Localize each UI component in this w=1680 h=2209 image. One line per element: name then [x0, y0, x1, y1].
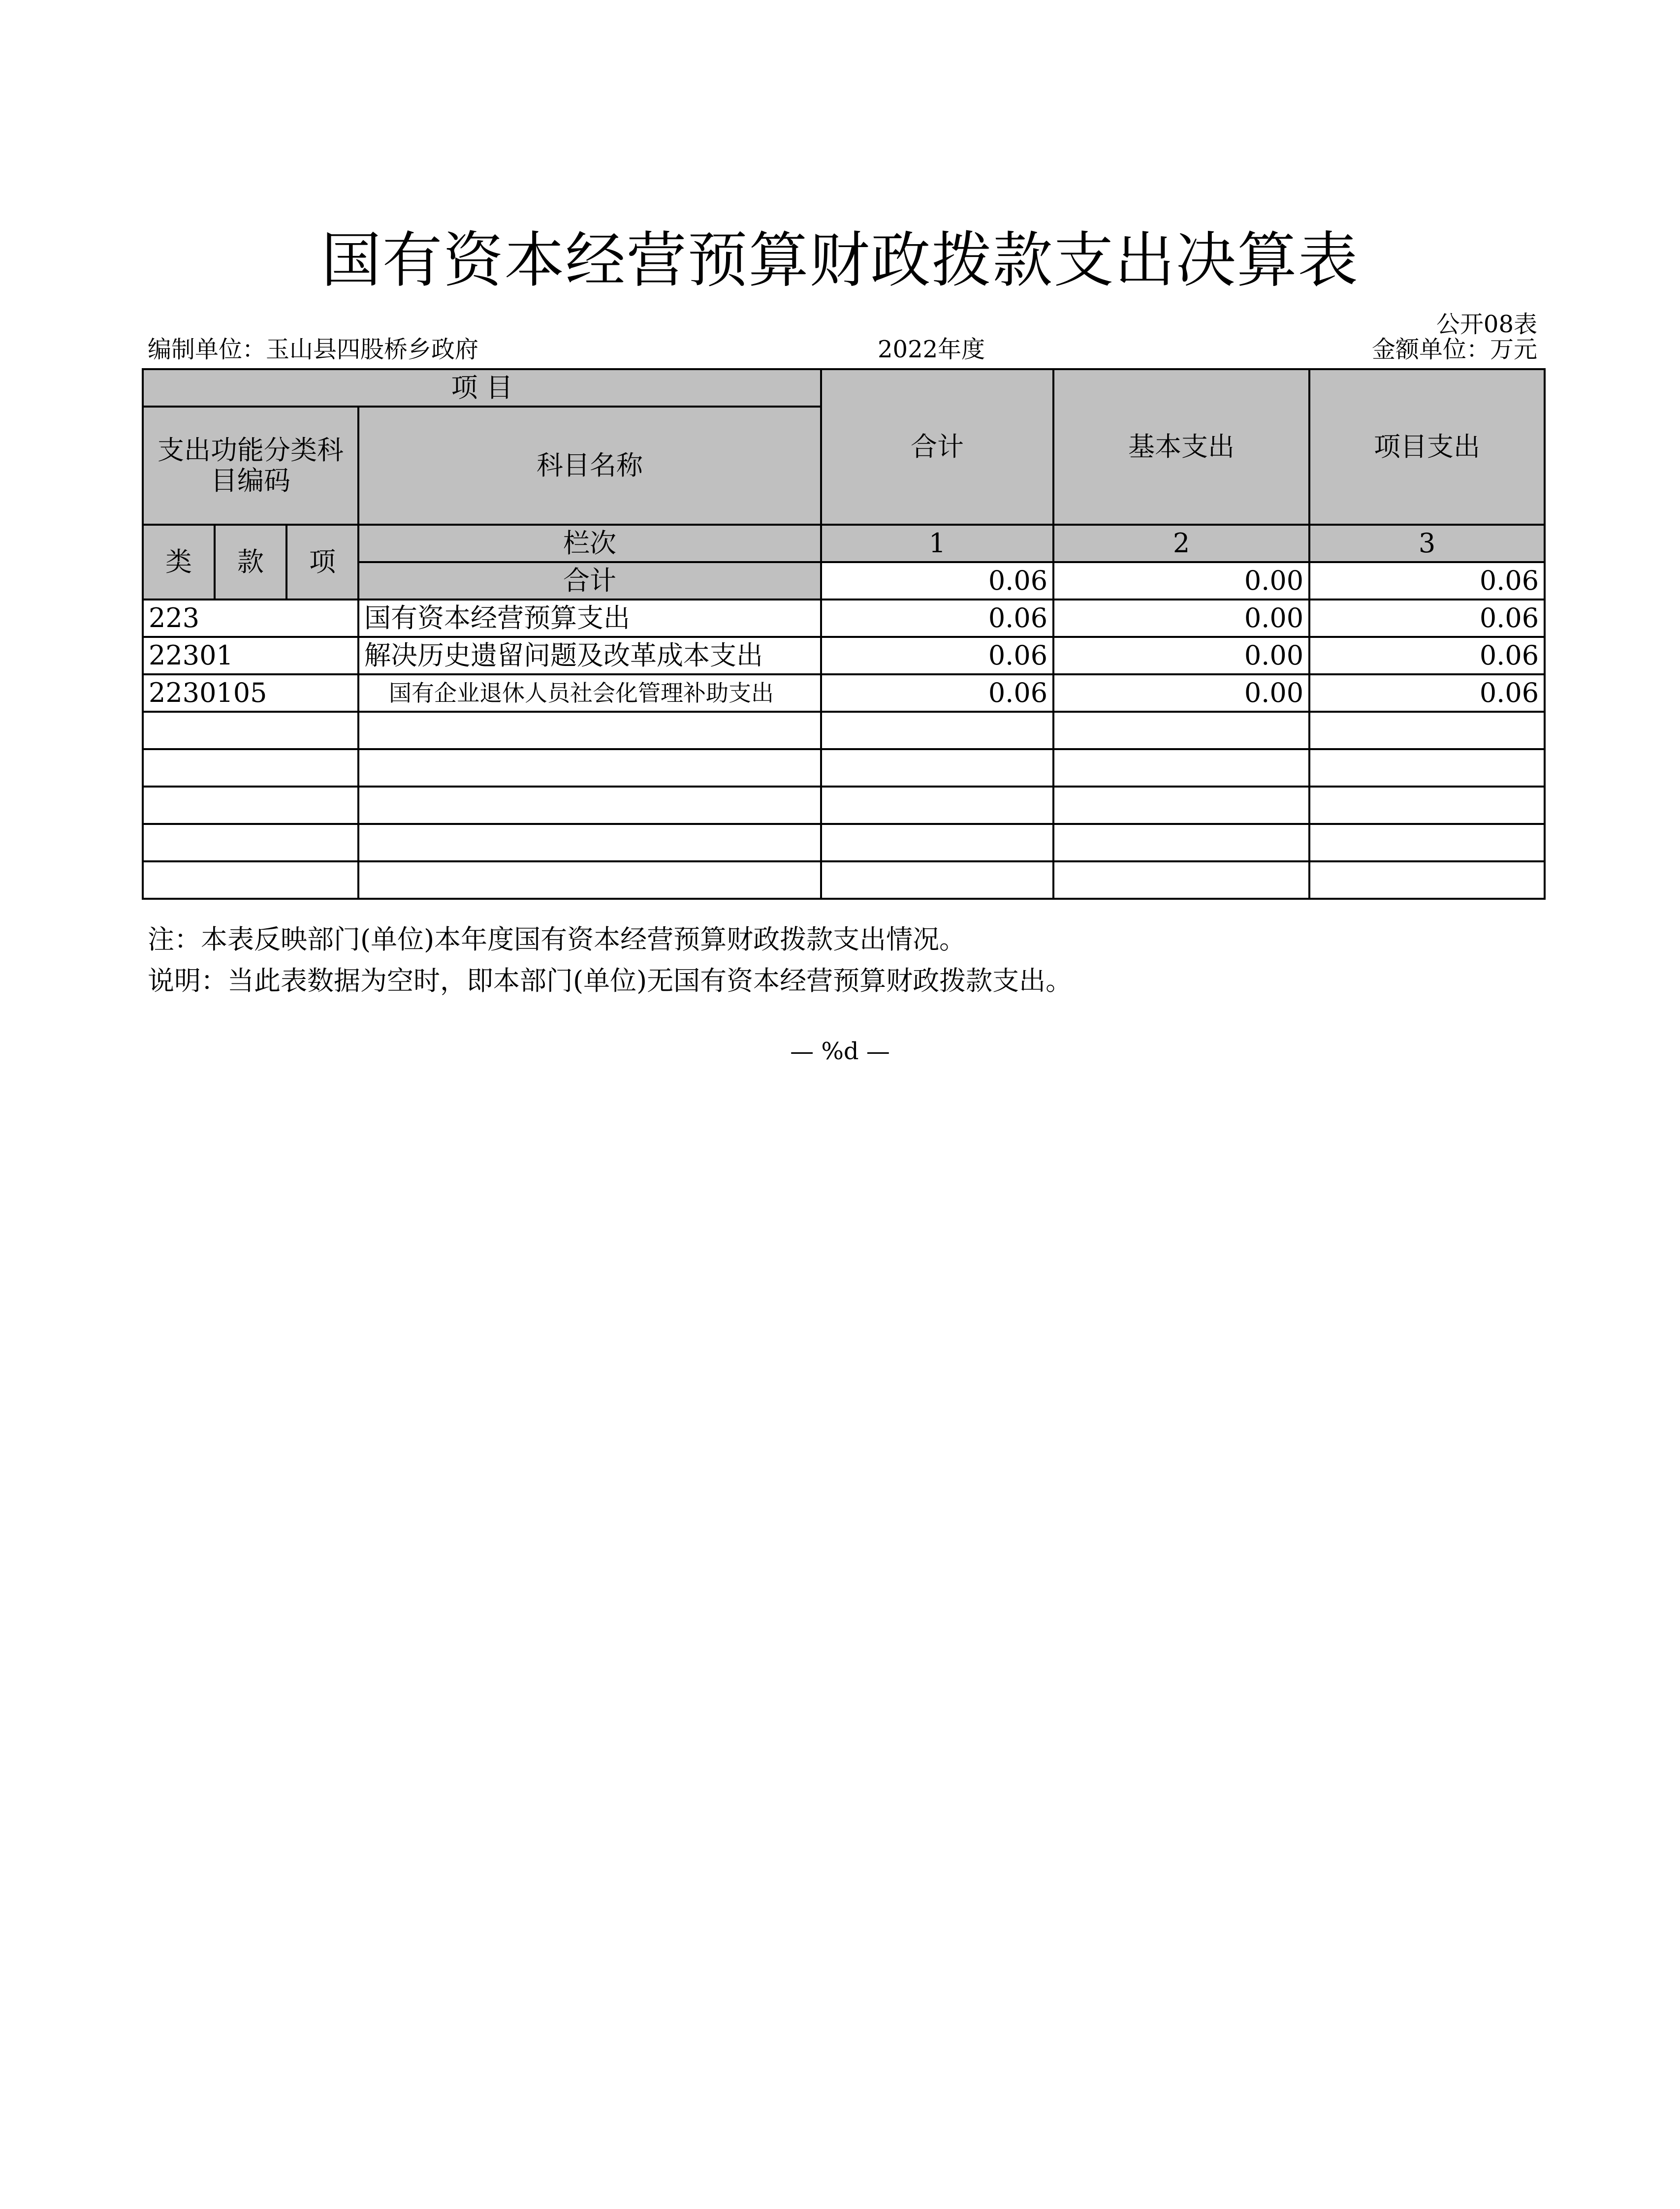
row-name: 解决历史遗留问题及改革成本支出: [358, 637, 821, 674]
row-basic: 0.00: [1053, 674, 1309, 712]
empty-cell: [1309, 824, 1545, 861]
empty-row: [143, 824, 1545, 861]
empty-cell: [358, 749, 821, 787]
compiling-unit: 编制单位：玉山县四股桥乡政府: [148, 336, 479, 363]
empty-cell: [143, 861, 358, 899]
row-total: 0.06: [821, 637, 1053, 674]
row-total: 0.06: [821, 600, 1053, 637]
expenditure-table: [142, 368, 1546, 900]
row-name: 国有资本经营预算支出: [358, 600, 821, 637]
empty-cell: [1309, 787, 1545, 824]
total-row-label: 合计: [358, 562, 821, 600]
empty-cell: [143, 712, 358, 749]
row-project: 0.06: [1309, 637, 1545, 674]
header-xiang: 项: [286, 525, 358, 600]
empty-row: [143, 712, 1545, 749]
col-number-3: 3: [1309, 525, 1545, 562]
empty-cell: [358, 824, 821, 861]
empty-cell: [821, 861, 1053, 899]
empty-cell: [821, 787, 1053, 824]
header-total: 合计: [821, 369, 1053, 525]
header-project-expenditure: 项目支出: [1309, 369, 1545, 525]
empty-cell: [143, 824, 358, 861]
empty-cell: [821, 824, 1053, 861]
header-basic: 基本支出: [1053, 369, 1309, 525]
row-total: 0.06: [821, 674, 1053, 712]
empty-cell: [1309, 749, 1545, 787]
row-project: 0.06: [1309, 600, 1545, 637]
total-row-project: 0.06: [1309, 562, 1545, 600]
fiscal-year: 2022年度: [878, 336, 985, 363]
empty-cell: [143, 749, 358, 787]
empty-row: [143, 787, 1545, 824]
empty-row: [143, 861, 1545, 899]
header-kuan: 款: [215, 525, 286, 600]
empty-cell: [143, 787, 358, 824]
empty-cell: [358, 712, 821, 749]
empty-cell: [1053, 861, 1309, 899]
row-basic: 0.00: [1053, 600, 1309, 637]
header-lei: 类: [143, 525, 215, 600]
row-basic: 0.00: [1053, 637, 1309, 674]
row-name: 国有企业退休人员社会化管理补助支出: [358, 674, 821, 712]
row-code: 2230105: [143, 674, 358, 712]
header-name: 科目名称: [358, 407, 821, 525]
empty-cell: [1309, 861, 1545, 899]
header-project: 项 目: [143, 369, 821, 407]
row-project: 0.06: [1309, 674, 1545, 712]
table-row: [143, 637, 1545, 674]
amount-unit: 金额单位：万元: [1371, 336, 1537, 363]
table-row: [143, 674, 1545, 712]
table-explanation: 说明：当此表数据为空时，即本部门(单位)无国有资本经营预算财政拨款支出。: [148, 965, 1073, 996]
empty-cell: [358, 787, 821, 824]
document-title: 国有资本经营预算财政拨款支出决算表: [321, 225, 1359, 295]
header-code-group: 支出功能分类科目编码: [143, 407, 358, 525]
col-number-2: 2: [1053, 525, 1309, 562]
form-number: 公开08表: [1436, 311, 1537, 338]
header-lanci: 栏次: [358, 525, 821, 562]
empty-cell: [821, 749, 1053, 787]
row-code: 223: [143, 600, 358, 637]
empty-cell: [358, 861, 821, 899]
empty-cell: [821, 712, 1053, 749]
empty-cell: [1053, 824, 1309, 861]
table-note: 注：本表反映部门(单位)本年度国有资本经营预算财政拨款支出情况。: [148, 924, 966, 955]
empty-cell: [1309, 712, 1545, 749]
page-number: — %d —: [790, 1038, 890, 1065]
empty-row: [143, 749, 1545, 787]
total-row-total: 0.06: [821, 562, 1053, 600]
empty-cell: [1053, 712, 1309, 749]
total-row-basic: 0.00: [1053, 562, 1309, 600]
row-code: 22301: [143, 637, 358, 674]
empty-cell: [1053, 787, 1309, 824]
col-number-1: 1: [821, 525, 1053, 562]
table-row: [143, 600, 1545, 637]
empty-cell: [1053, 749, 1309, 787]
